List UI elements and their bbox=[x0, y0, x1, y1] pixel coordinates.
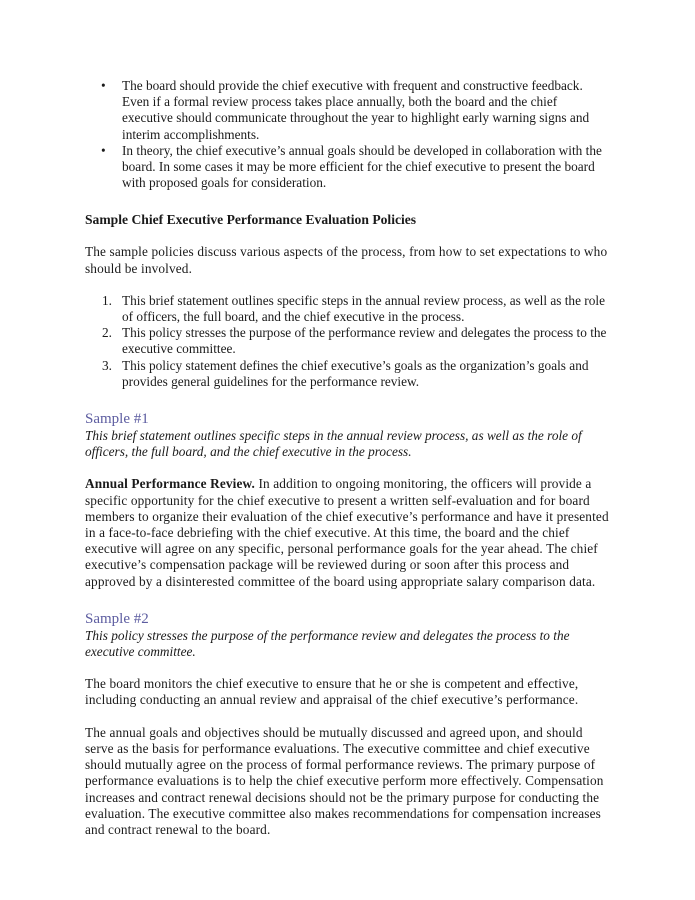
policy-numbered-list bbox=[85, 293, 609, 390]
list-item-text: This policy stresses the purpose of the performance review and delegates the process to the executive committee. bbox=[122, 325, 607, 357]
list-item bbox=[85, 293, 609, 325]
spacer bbox=[85, 191, 609, 211]
spacer bbox=[85, 390, 609, 410]
list-item-text: In theory, the chief executive’s annual goals should be developed in collaboration with the board. In some cases it may be more efficient for the chief executive to present the board with proposed goals for consideration. bbox=[122, 142, 602, 191]
intro-bullet-list bbox=[85, 78, 609, 191]
sample-1-body bbox=[85, 476, 609, 589]
list-item bbox=[85, 78, 609, 143]
list-number-marker: 2. bbox=[102, 325, 112, 341]
list-number-marker: 1. bbox=[102, 292, 112, 308]
spacer bbox=[85, 590, 609, 610]
section-heading: Sample Chief Executive Performance Evaluation Policies bbox=[85, 212, 417, 228]
spacer bbox=[85, 228, 609, 244]
sample-1-body-text: In addition to ongoing monitoring, the officers will provide a specific opportunity for the chief executive to present a written self-evaluation and for board members to organize their evaluation of the chief executive’s performance and have it presented in a face-to-face debriefing with the chief executive. At this time, the board and the chief executive will agree on any specific, personal performance goals for the year ahead. The chief executive’s compensation package will be reviewed during or soon after this process and approved by a disinterested committee of the board using appropriate salary comparison data. bbox=[85, 476, 609, 589]
spacer bbox=[85, 460, 609, 476]
list-item-text: This brief statement outlines specific steps in the annual review process, as well as the role of officers, the full board, and the chief executive in the process. bbox=[122, 292, 605, 325]
section-intro-paragraph: The sample policies discuss various aspects of the process, from how to set expectations to who should be involved. bbox=[85, 244, 608, 276]
sample-1-summary: This brief statement outlines specific steps in the annual review process, as well as the role of officers, the full board, and the chief executive in the process. bbox=[85, 428, 582, 460]
list-item bbox=[85, 143, 609, 192]
list-item-text: The board should provide the chief executive with frequent and constructive feedback. Even if a formal review process takes place annually, both the board and the chief executive should communicate throughout the year to highlight early warning signs and interim accomplishments. bbox=[122, 78, 590, 142]
sample-2-heading: Sample #2 bbox=[85, 610, 149, 627]
spacer bbox=[85, 277, 609, 293]
list-number-marker: 3. bbox=[102, 357, 112, 373]
document-content bbox=[85, 78, 609, 838]
sample-2-summary: This policy stresses the purpose of the performance review and delegates the process to the executive committee. bbox=[85, 627, 570, 660]
spacer bbox=[85, 709, 609, 725]
sample-2-paragraph-2: The annual goals and objectives should be mutually discussed and agreed upon, and should serve as the basis for performance evaluations. The executive committee and chief executive should mutually agree on the process of formal performance reviews. The primary purpose of performance evaluations is to help the chief executive perform more effectively. Compensation increases and contract renewal decisions should not be the primary purpose for conducting the evaluation. The executive committee also makes recommendations for compensation increases and contract renewal to the board. bbox=[85, 724, 604, 837]
sample-1-body-runin-label: Annual Performance Review. bbox=[85, 476, 256, 492]
bullet-marker-icon: • bbox=[101, 78, 106, 93]
sample-2-paragraph-1: The board monitors the chief executive to ensure that he or she is competent and effective, including conducting an annual review and appraisal of the chief executive’s performance. bbox=[85, 676, 579, 708]
list-item-text: This policy statement defines the chief executive’s goals as the organization’s goals and provides general guidelines for the performance review. bbox=[122, 357, 589, 389]
list-item bbox=[85, 325, 609, 357]
list-item bbox=[85, 358, 609, 390]
spacer bbox=[85, 660, 609, 676]
bullet-marker-icon: • bbox=[101, 142, 106, 158]
sample-1-heading: Sample #1 bbox=[85, 411, 149, 428]
